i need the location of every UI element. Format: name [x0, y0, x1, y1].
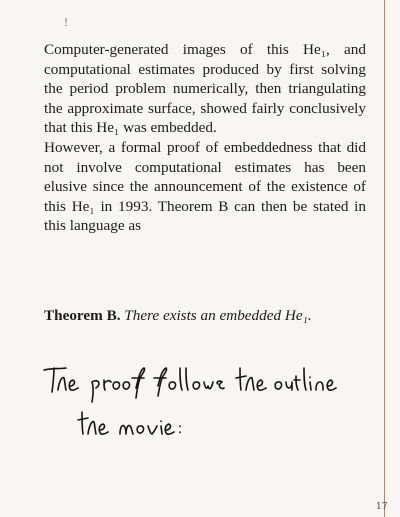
paragraph-1: Computer-generated images of this He₁, and computational estimates produced by first solving the period problem numerically, then triangulating the approximate surface, showed fairly conclusively that this He₁ was embedded. [44, 41, 366, 137]
theorem-label: Theorem B. [44, 307, 121, 324]
handwritten-note [40, 362, 340, 442]
stray-mark: ! [64, 18, 69, 29]
body-text [44, 40, 366, 236]
theorem-statement: There exists an embedded He₁. [124, 307, 312, 324]
paragraph-2: However, a formal proof of embeddedness that did not involve computational estimates has been elusive since the announcement of the existence of this He₁ in 1993. Theorem B can then be stated in this language as [44, 138, 366, 235]
theorem-b [44, 306, 366, 326]
margin-rule [384, 0, 385, 517]
page-corner-mark: 17 [376, 502, 388, 512]
